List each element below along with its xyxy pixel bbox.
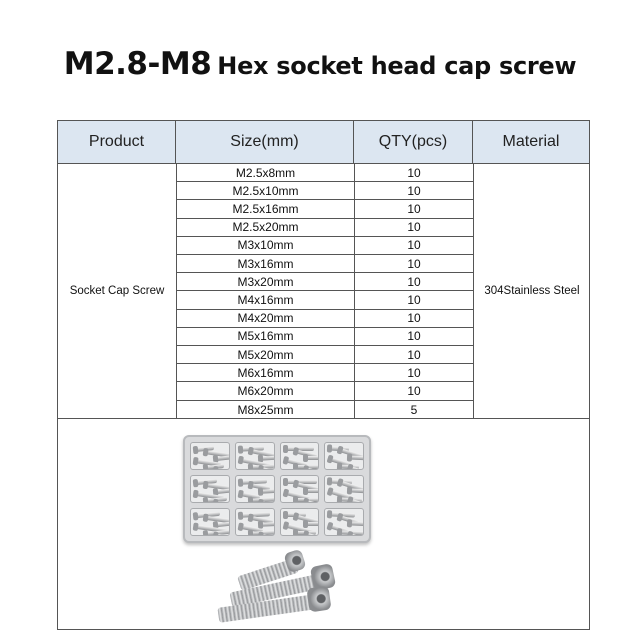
- header-size: Size(mm): [176, 121, 354, 163]
- size-cell: M3x10mm: [177, 237, 354, 255]
- qty-cell: 10: [355, 273, 473, 291]
- size-cell: M6x20mm: [177, 382, 354, 400]
- spec-table: [57, 120, 590, 630]
- qty-cell: 10: [355, 255, 473, 273]
- material-cell: 304Stainless Steel: [484, 285, 580, 297]
- header-product: Product: [58, 121, 176, 163]
- size-cell: M6x16mm: [177, 364, 354, 382]
- qty-cell: 10: [355, 382, 473, 400]
- title-description: Hex socket head cap screw: [217, 52, 577, 80]
- product-cell: Socket Cap Screw: [69, 285, 165, 297]
- qty-cell: 10: [355, 291, 473, 309]
- size-cell: M4x16mm: [177, 291, 354, 309]
- qty-cell: 10: [355, 237, 473, 255]
- qty-cell: 10: [355, 364, 473, 382]
- size-cell: M2.5x10mm: [177, 182, 354, 200]
- size-cell: M5x20mm: [177, 346, 354, 364]
- qty-cell: 10: [355, 310, 473, 328]
- header-material: Material: [473, 121, 589, 163]
- size-cell: M3x20mm: [177, 273, 354, 291]
- size-cell: M8x25mm: [237, 402, 294, 417]
- size-cell: M3x16mm: [177, 255, 354, 273]
- size-cell: M2.5x8mm: [177, 164, 354, 182]
- size-cell: M2.5x16mm: [177, 200, 354, 218]
- qty-cell: 10: [355, 200, 473, 218]
- qty-cell: 10: [355, 346, 473, 364]
- qty-cell: 10: [355, 164, 473, 182]
- product-photo: [58, 418, 589, 631]
- header-qty: QTY(pcs): [354, 121, 473, 163]
- title-size-range: M2.8-M8: [63, 46, 212, 82]
- qty-cell: 10: [355, 219, 473, 237]
- size-cell: M4x20mm: [177, 310, 354, 328]
- qty-cell: 10: [355, 328, 473, 346]
- organizer-box-image: [183, 435, 371, 543]
- size-cell: M2.5x20mm: [177, 219, 354, 237]
- qty-cell: 5: [410, 402, 418, 417]
- qty-cell: 10: [355, 182, 473, 200]
- page-title: [0, 46, 640, 82]
- size-cell: M5x16mm: [177, 328, 354, 346]
